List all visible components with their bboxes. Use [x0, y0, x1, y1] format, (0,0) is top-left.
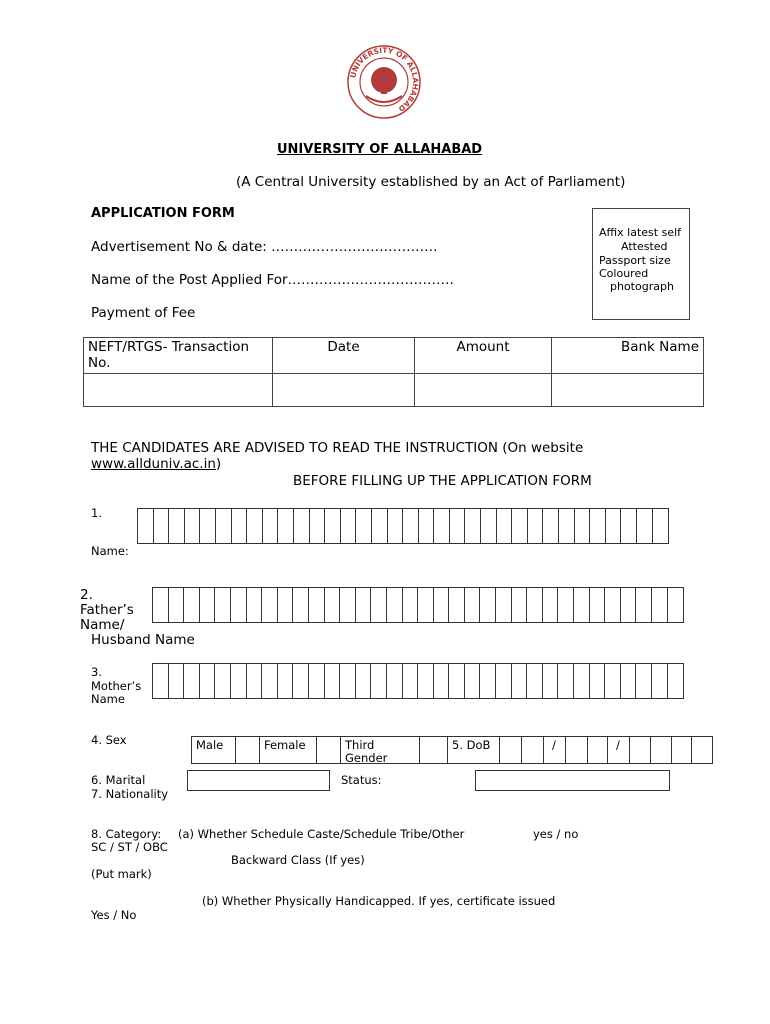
dob-label: 5. DoB [447, 736, 500, 764]
char-box[interactable] [574, 664, 590, 698]
char-box[interactable] [512, 664, 528, 698]
char-box[interactable] [294, 509, 310, 543]
char-box[interactable] [527, 588, 543, 622]
char-box[interactable] [278, 664, 294, 698]
mother-label-2: Name [91, 692, 125, 706]
char-box[interactable] [356, 664, 372, 698]
photo-box[interactable] [592, 208, 690, 320]
category-sub: SC / ST / OBC [91, 840, 168, 854]
char-box[interactable] [652, 664, 668, 698]
mother-label-1: Mother’s [91, 679, 142, 693]
char-box[interactable] [434, 664, 450, 698]
char-box[interactable] [512, 509, 528, 543]
photo-line: Attested [621, 240, 668, 253]
char-box[interactable] [605, 588, 621, 622]
char-box[interactable] [636, 588, 652, 622]
char-box[interactable] [387, 664, 403, 698]
char-box[interactable] [512, 588, 528, 622]
char-box[interactable] [371, 664, 387, 698]
dob-box[interactable] [691, 736, 713, 764]
sex-third-gender[interactable] [340, 736, 420, 764]
char-box[interactable] [340, 588, 356, 622]
char-box[interactable] [293, 588, 309, 622]
char-box[interactable] [325, 664, 341, 698]
char-box[interactable] [278, 588, 294, 622]
mother-number: 3. [91, 665, 102, 679]
char-box[interactable] [154, 509, 170, 543]
char-box[interactable] [184, 664, 200, 698]
status-input[interactable] [475, 770, 670, 791]
char-box[interactable] [403, 588, 419, 622]
website-link[interactable]: www.allduniv.ac.in [91, 456, 216, 472]
char-box[interactable] [590, 509, 606, 543]
char-box[interactable] [356, 509, 372, 543]
char-box[interactable] [216, 509, 232, 543]
char-box[interactable] [403, 664, 419, 698]
char-box[interactable] [232, 509, 248, 543]
sex-label: 4. Sex [91, 733, 127, 747]
char-box[interactable] [388, 509, 404, 543]
fee-header-bank: Bank Name [552, 338, 704, 374]
char-box[interactable] [480, 588, 496, 622]
char-box[interactable] [184, 588, 200, 622]
char-box[interactable] [558, 588, 574, 622]
category-yes-no[interactable]: yes / no [533, 827, 579, 841]
link-close: ) [215, 456, 222, 472]
char-box[interactable] [449, 664, 465, 698]
char-box[interactable] [341, 509, 357, 543]
university-seal [346, 44, 422, 120]
char-box[interactable] [169, 664, 185, 698]
char-box[interactable] [293, 664, 309, 698]
char-box[interactable] [356, 588, 372, 622]
category-label: 8. Category: [91, 827, 162, 841]
dob-box[interactable] [499, 736, 522, 764]
char-box[interactable] [621, 664, 637, 698]
char-box[interactable] [575, 509, 591, 543]
mother-char-boxes[interactable] [152, 663, 684, 699]
char-box[interactable] [543, 664, 559, 698]
category-question-b: (b) Whether Physically Handicapped. If yes, certificate issued [202, 894, 556, 908]
fee-header-transaction: NEFT/RTGS- Transaction No. [84, 338, 273, 374]
char-box[interactable] [450, 509, 466, 543]
photo-line: photograph [610, 280, 674, 293]
char-box[interactable] [387, 588, 403, 622]
char-box[interactable] [247, 664, 263, 698]
char-box[interactable] [527, 664, 543, 698]
char-box[interactable] [372, 509, 388, 543]
char-box[interactable] [153, 588, 169, 622]
father-label-2: Name/ [80, 617, 125, 633]
char-box[interactable] [215, 664, 231, 698]
char-box[interactable] [215, 588, 231, 622]
char-box[interactable] [262, 664, 278, 698]
char-box[interactable] [621, 588, 637, 622]
dob-box[interactable] [521, 736, 544, 764]
char-box[interactable] [340, 664, 356, 698]
char-box[interactable] [480, 664, 496, 698]
char-box[interactable] [621, 509, 637, 543]
fee-cell-transaction[interactable] [84, 374, 273, 407]
char-box[interactable] [231, 588, 247, 622]
char-box[interactable] [418, 588, 434, 622]
sex-male-check[interactable] [235, 736, 260, 764]
char-box[interactable] [590, 664, 606, 698]
char-box[interactable] [558, 664, 574, 698]
dob-box[interactable] [671, 736, 692, 764]
sex-female[interactable]: Female [259, 736, 317, 764]
fee-table [83, 337, 704, 407]
char-box[interactable] [310, 509, 326, 543]
dob-box[interactable] [629, 736, 651, 764]
payment-label: Payment of Fee [91, 305, 196, 321]
page-subtitle: (A Central University established by an Act of Parliament) [236, 174, 626, 190]
dob-box[interactable] [650, 736, 672, 764]
char-box[interactable] [449, 588, 465, 622]
fee-cell-bank[interactable] [552, 374, 704, 407]
char-box[interactable] [200, 509, 216, 543]
name-label: Name: [91, 544, 129, 558]
char-box[interactable] [574, 588, 590, 622]
name-number: 1. [91, 506, 102, 520]
sex-male[interactable]: Male [191, 736, 236, 764]
advertisement-field[interactable]: Advertisement No & date: ………………………………. [91, 239, 438, 255]
char-box[interactable] [200, 664, 216, 698]
instruction-link-line [91, 456, 221, 472]
fee-header-amount: Amount [415, 338, 552, 374]
fee-cell-date[interactable] [273, 374, 415, 407]
char-box[interactable] [262, 588, 278, 622]
char-box[interactable] [434, 588, 450, 622]
father-number: 2. [80, 587, 93, 603]
char-box[interactable] [403, 509, 419, 543]
third-line2: Gender [345, 751, 388, 765]
char-box[interactable] [309, 664, 325, 698]
dob-box[interactable] [565, 736, 588, 764]
char-box[interactable] [185, 509, 201, 543]
handicapped-yes-no[interactable]: Yes / No [91, 908, 137, 922]
sex-third-check[interactable] [419, 736, 448, 764]
char-box[interactable] [263, 509, 279, 543]
char-box[interactable] [605, 664, 621, 698]
char-box[interactable] [278, 509, 294, 543]
nationality-label: 7. Nationality [91, 787, 169, 801]
instruction-line1: THE CANDIDATES ARE ADVISED TO READ THE INSTRUCTION (On website [91, 440, 584, 456]
char-box[interactable] [153, 664, 169, 698]
seal-ring-text: UNIVERSITY OF ALLAHABAD [348, 45, 421, 114]
char-box[interactable] [138, 509, 154, 543]
status-label: Status: [341, 773, 382, 787]
char-box[interactable] [169, 509, 185, 543]
char-box[interactable] [325, 509, 341, 543]
char-box[interactable] [231, 664, 247, 698]
marital-input[interactable] [187, 770, 330, 791]
char-box[interactable] [419, 509, 435, 543]
char-box[interactable] [497, 509, 513, 543]
char-box[interactable] [169, 588, 185, 622]
char-box[interactable] [636, 664, 652, 698]
char-box[interactable] [496, 588, 512, 622]
char-box[interactable] [637, 509, 653, 543]
char-box[interactable] [371, 588, 387, 622]
fee-header-date: Date [273, 338, 415, 374]
char-box[interactable] [325, 588, 341, 622]
char-box[interactable] [465, 664, 481, 698]
dob-slash: / [543, 736, 566, 764]
photo-line: Coloured [599, 267, 649, 280]
char-box[interactable] [434, 509, 450, 543]
name-char-boxes[interactable] [137, 508, 669, 544]
instruction-line2: BEFORE FILLING UP THE APPLICATION FORM [293, 473, 592, 489]
char-box[interactable] [652, 588, 668, 622]
char-box[interactable] [543, 588, 559, 622]
char-box[interactable] [653, 509, 669, 543]
char-box[interactable] [543, 509, 559, 543]
char-box[interactable] [465, 509, 481, 543]
third-line1: Third [345, 738, 375, 752]
dob-slash: / [607, 736, 630, 764]
backward-class: Backward Class (If yes) [231, 853, 365, 867]
char-box[interactable] [200, 588, 216, 622]
char-box[interactable] [668, 664, 684, 698]
char-box[interactable] [418, 664, 434, 698]
father-label-3: Husband Name [91, 632, 195, 648]
char-box[interactable] [465, 588, 481, 622]
char-box[interactable] [247, 588, 263, 622]
char-box[interactable] [481, 509, 497, 543]
form-title: APPLICATION FORM [91, 206, 235, 221]
sex-female-check[interactable] [316, 736, 341, 764]
post-field[interactable]: Name of the Post Applied For………………………………. [91, 272, 454, 288]
page-title: UNIVERSITY OF ALLAHABAD [277, 142, 483, 157]
father-char-boxes[interactable] [152, 587, 684, 623]
char-box[interactable] [247, 509, 263, 543]
char-box[interactable] [590, 588, 606, 622]
put-mark: (Put mark) [91, 867, 152, 881]
dob-box[interactable] [587, 736, 608, 764]
char-box[interactable] [668, 588, 684, 622]
char-box[interactable] [496, 664, 512, 698]
father-label-1: Father’s [80, 602, 134, 618]
char-box[interactable] [528, 509, 544, 543]
photo-line: Passport size [599, 254, 671, 267]
category-question-a: (a) Whether Schedule Caste/Schedule Tribe/Other [178, 827, 465, 841]
fee-cell-amount[interactable] [415, 374, 552, 407]
photo-line: Affix latest self [599, 226, 682, 239]
char-box[interactable] [559, 509, 575, 543]
char-box[interactable] [606, 509, 622, 543]
char-box[interactable] [309, 588, 325, 622]
marital-label: 6. Marital [91, 773, 146, 787]
